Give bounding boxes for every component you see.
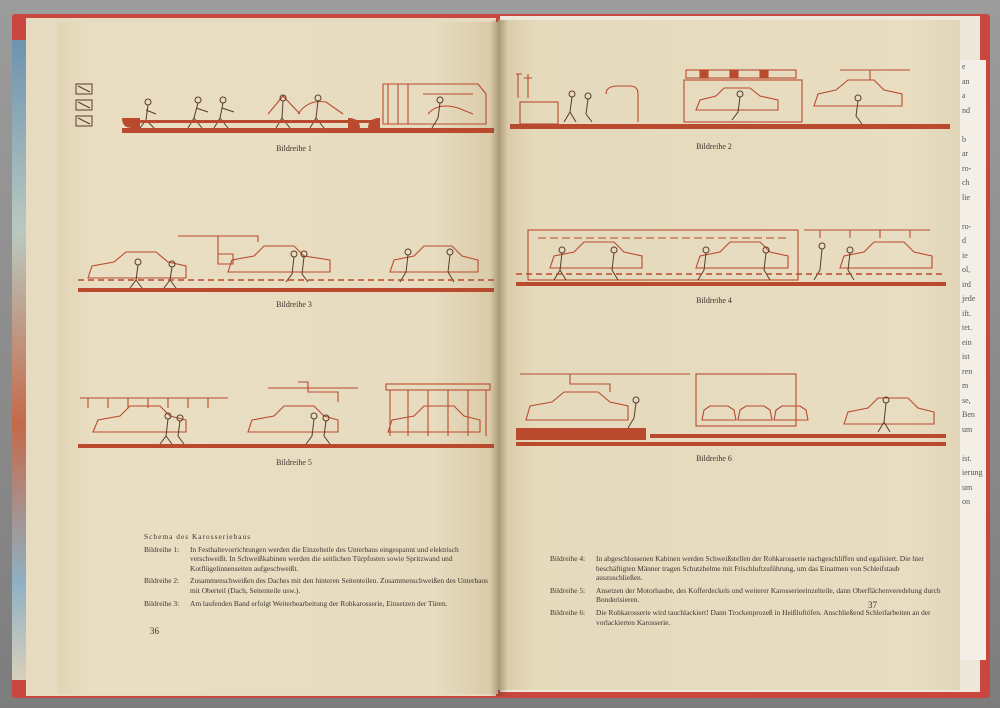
edge-text-fragment: e <box>962 62 966 71</box>
edge-text-fragment: ar <box>962 149 969 158</box>
legend-text: Zusammenschweißen des Daches mit den hinteren Seitenteilen. Zusammenschweißen des Unterbaus mit Oberteil (Dach, Seitenteile usw.). <box>190 576 488 595</box>
legend-row <box>144 576 494 595</box>
legend-title: Schema des Karosseriebaus <box>144 532 252 541</box>
page-number-left: 36 <box>150 626 159 636</box>
edge-text-fragment: ch <box>962 178 970 187</box>
legend-text: In Festhaltevorrichtungen werden die Einzelteile des Unterbaus eingespannt und elektrisch verschweißt. In Schweißkabinen werden die seitlichen Türpfosten sowie Spritzwand und Kotflügelinnenseiten aufgeschweißt. <box>190 544 459 573</box>
illustration-bildreihe-3 <box>68 230 496 302</box>
edge-text-fragment: ro- <box>962 163 972 173</box>
caption-bildreihe-3: Bildreihe 3 <box>276 300 312 309</box>
legend-text: Ansetzen der Motorhaube, des Kofferdeckels und weiterer Karosserieeinzelteile, dann Oberflächenveredelung durch Bonderisieren. <box>596 585 941 605</box>
caption-bildreihe-1: Bildreihe 1 <box>276 144 312 153</box>
legend-text: Am laufenden Band erfolgt Weiterbearbeitung der Rohkarosserie, Einsetzen der Türen. <box>190 598 448 608</box>
legend-label: Bildreihe 6: <box>550 607 586 617</box>
edge-text-fragment: on <box>962 497 970 506</box>
edge-text-fragment: a <box>962 91 966 100</box>
edge-text-fragment: ist <box>962 352 970 361</box>
caption-bildreihe-4: Bildreihe 4 <box>696 296 732 305</box>
edge-text-fragment: um <box>962 482 973 492</box>
edge-text-fragment: ren <box>962 366 973 376</box>
edge-text-fragment: tet. <box>962 323 972 332</box>
edge-text-fragment: b <box>962 134 966 144</box>
legend-row <box>144 545 494 574</box>
edge-text-fragment <box>960 118 986 133</box>
legend-label: Bildreihe 5: <box>550 585 586 595</box>
edge-text-fragment: um <box>962 424 973 434</box>
edge-text-fragment: d <box>962 236 966 245</box>
legend-text: Die Rohkarosserie wird tauchlackiert! Dann Trockenprozeß in Heißluftöfen. Anschließend Schleifarbeiten an der vorlackierten Karosserie. <box>596 607 931 627</box>
legend-text: In abgeschlossenen Kabinen werden Schweißstellen der Rohkarosserie nachgeschliffen und egalisiert. Die hier beschäftigten Männer tragen Schutzhelme mit Frischluftzuführung, um das Einatmen von Schleifstaub auszuschließen. <box>596 554 924 583</box>
caption-bildreihe-6: Bildreihe 6 <box>696 454 732 463</box>
legend-label: Bildreihe 3: <box>144 598 180 608</box>
edge-text-fragment: an <box>962 76 970 86</box>
edge-text-fragment <box>960 437 986 452</box>
edge-text-fragment: lie <box>962 192 970 202</box>
edge-text-fragment: se, <box>962 395 971 405</box>
legend-label: Bildreihe 1: <box>144 544 180 554</box>
edge-text-fragment: nd <box>962 105 970 115</box>
legend-row <box>144 599 494 609</box>
edge-text-fragment: m <box>962 381 969 390</box>
edge-text-fragment: ist. <box>962 453 972 463</box>
next-page-edge <box>960 60 986 660</box>
illustration-bildreihe-5 <box>68 374 496 458</box>
edge-text-fragment: ein <box>962 337 972 347</box>
book-gutter <box>490 20 508 696</box>
edge-text-fragment: ol, <box>962 265 971 274</box>
legend-row <box>550 554 942 583</box>
edge-text-fragment <box>960 205 986 220</box>
edge-text-fragment: ierung <box>962 468 983 477</box>
left-page <box>58 22 498 694</box>
illustration-bildreihe-6 <box>510 370 950 454</box>
illustration-bildreihe-4 <box>510 224 950 296</box>
edge-text-fragment: Ben <box>962 410 975 419</box>
legend-left <box>144 532 494 608</box>
edge-text-fragment: ird <box>962 279 971 289</box>
legend-row <box>550 586 942 605</box>
edge-text-fragment: ie <box>962 250 968 260</box>
right-page <box>498 20 960 690</box>
legend-row <box>550 608 942 627</box>
illustration-bildreihe-1 <box>68 74 496 146</box>
legend-label: Bildreihe 2: <box>144 576 180 586</box>
legend-label: Bildreihe 4: <box>550 554 586 563</box>
illustration-bildreihe-2 <box>510 68 950 140</box>
legend-right <box>550 554 942 627</box>
edge-text-fragment: ro- <box>962 221 972 231</box>
caption-bildreihe-5: Bildreihe 5 <box>276 458 312 467</box>
caption-bildreihe-2: Bildreihe 2 <box>696 142 732 151</box>
edge-text-fragment: ift. <box>962 308 972 318</box>
page-number-right: 37 <box>868 600 877 610</box>
edge-text-fragment: jede <box>962 294 976 303</box>
